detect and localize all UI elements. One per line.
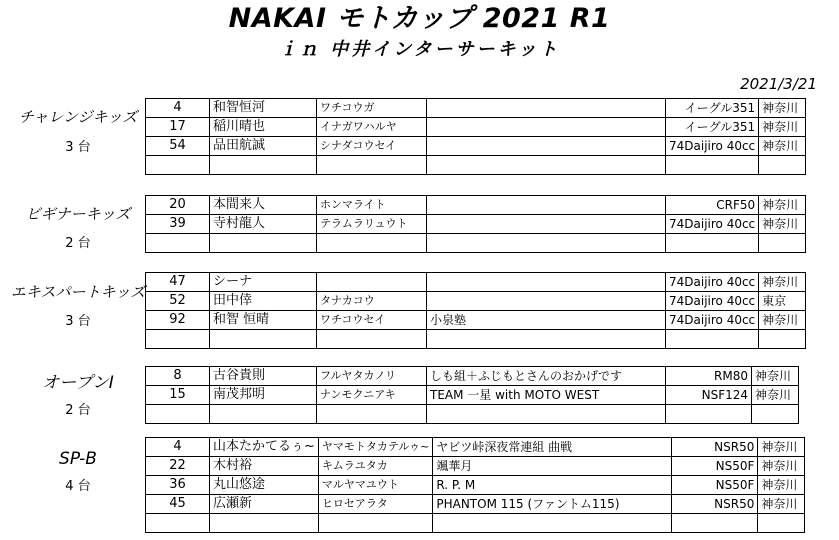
category-name: チャレンジキッズ xyxy=(18,108,138,126)
machine: NSR50 xyxy=(672,495,758,514)
machine: 74Daijiro 40cc xyxy=(666,292,759,311)
category-name: オープンⅠ xyxy=(42,373,114,393)
team-name xyxy=(427,234,666,253)
category-name: SP-B xyxy=(59,449,97,469)
machine xyxy=(666,156,759,175)
prefecture xyxy=(752,405,799,424)
rider-name-kana: フルヤタカノリ xyxy=(317,367,427,386)
rider-name-kana xyxy=(317,234,427,253)
rider-name: 広瀬新 xyxy=(210,495,319,514)
rider-name-kana: キムラユタカ xyxy=(318,457,432,476)
team-name xyxy=(427,99,666,118)
page-title: NAKAI モトカップ 2021 R1 xyxy=(228,3,611,34)
machine: イーグル351 xyxy=(666,118,759,137)
machine xyxy=(666,405,752,424)
team-name: 小泉塾 xyxy=(427,311,666,330)
prefecture: 東京 xyxy=(759,292,806,311)
rider-name: 本間来人 xyxy=(210,196,317,215)
rider-name-kana: テラムラリュウト xyxy=(317,215,427,234)
team-name xyxy=(427,196,666,215)
machine xyxy=(672,514,758,533)
rider-name xyxy=(210,514,319,533)
prefecture: 神奈川 xyxy=(759,273,806,292)
machine: 74Daijiro 40cc xyxy=(666,215,759,234)
entry-number xyxy=(146,514,210,533)
table-row xyxy=(146,234,806,253)
entry-number: 4 xyxy=(146,99,210,118)
prefecture: 神奈川 xyxy=(759,215,806,234)
category-count: 2 台 xyxy=(65,403,91,418)
rider-name-kana xyxy=(317,330,427,349)
table-row xyxy=(146,311,806,330)
machine: RM80 xyxy=(666,367,752,386)
prefecture: 神奈川 xyxy=(759,196,806,215)
entry-number: 15 xyxy=(146,386,210,405)
table-row xyxy=(146,405,799,424)
prefecture: 神奈川 xyxy=(759,137,806,156)
team-name: 颯華月 xyxy=(433,457,672,476)
team-name xyxy=(427,273,666,292)
prefecture: 神奈川 xyxy=(758,457,805,476)
entry-number xyxy=(146,405,210,424)
table-row xyxy=(146,386,799,405)
entry-number: 92 xyxy=(146,311,210,330)
team-name xyxy=(427,292,666,311)
entry-number: 52 xyxy=(146,292,210,311)
category-count: 3 台 xyxy=(65,314,91,329)
rider-name xyxy=(210,330,317,349)
table-row xyxy=(146,292,806,311)
category-name: エキスパートキッズ xyxy=(10,283,146,301)
team-name xyxy=(427,330,666,349)
entry-number: 4 xyxy=(146,438,210,457)
rider-name-kana xyxy=(317,156,427,175)
team-name: TEAM 一星 with MOTO WEST xyxy=(427,386,666,405)
team-name xyxy=(427,137,666,156)
category-count: 3 台 xyxy=(65,140,91,155)
rider-name xyxy=(210,405,317,424)
machine: NSF124 xyxy=(666,386,752,405)
prefecture: 神奈川 xyxy=(759,311,806,330)
prefecture xyxy=(759,156,806,175)
prefecture xyxy=(758,514,805,533)
table-row xyxy=(146,514,805,533)
rider-name-kana: イナガワハルヤ xyxy=(317,118,427,137)
table-row xyxy=(146,156,806,175)
category-name: ビギナーキッズ xyxy=(25,205,131,223)
entry-number: 39 xyxy=(146,215,210,234)
entry-number: 22 xyxy=(146,457,210,476)
table-row xyxy=(146,457,805,476)
table-row xyxy=(146,196,806,215)
table-row xyxy=(146,330,806,349)
category-count: 2 台 xyxy=(65,236,91,251)
rider-name: 和智 恒晴 xyxy=(210,311,317,330)
entry-number: 36 xyxy=(146,476,210,495)
rider-name: 稲川晴也 xyxy=(210,118,317,137)
prefecture: 神奈川 xyxy=(758,495,805,514)
entry-number: 8 xyxy=(146,367,210,386)
entry-number xyxy=(146,156,210,175)
rider-name: 南茂邦明 xyxy=(210,386,317,405)
table-row xyxy=(146,367,799,386)
entry-table xyxy=(145,272,806,349)
rider-name-kana: ヤマモトタカテルゥ~ xyxy=(318,438,432,457)
machine: NS50F xyxy=(672,457,758,476)
machine: 74Daijiro 40cc xyxy=(666,311,759,330)
team-name xyxy=(427,118,666,137)
entry-number xyxy=(146,330,210,349)
event-date: 2021/3/21 xyxy=(740,75,817,93)
rider-name: 品田航誠 xyxy=(210,137,317,156)
category-count: 4 台 xyxy=(65,479,91,494)
machine xyxy=(666,330,759,349)
venue-subtitle: ｉｎ 中井インターサーキット xyxy=(278,39,561,60)
entry-number: 45 xyxy=(146,495,210,514)
rider-name: シーナ xyxy=(210,273,317,292)
table-row xyxy=(146,99,806,118)
machine: イーグル351 xyxy=(666,99,759,118)
rider-name-kana: ワチコウガ xyxy=(317,99,427,118)
team-name: R. P. M xyxy=(433,476,672,495)
rider-name: 木村裕 xyxy=(210,457,319,476)
prefecture: 神奈川 xyxy=(758,476,805,495)
machine: 74Daijiro 40cc xyxy=(666,273,759,292)
entry-number xyxy=(146,234,210,253)
rider-name-kana xyxy=(317,405,427,424)
team-name xyxy=(427,405,666,424)
team-name: しも組＋ふじもとさんのおかげです xyxy=(427,367,666,386)
entry-number: 54 xyxy=(146,137,210,156)
entry-number: 20 xyxy=(146,196,210,215)
rider-name: 丸山悠途 xyxy=(210,476,319,495)
team-name: PHANTOM 115 (ファントム115) xyxy=(433,495,672,514)
prefecture: 神奈川 xyxy=(759,118,806,137)
table-row xyxy=(146,137,806,156)
team-name xyxy=(433,514,672,533)
table-row xyxy=(146,476,805,495)
prefecture: 神奈川 xyxy=(758,438,805,457)
rider-name: 寺村龍人 xyxy=(210,215,317,234)
entry-number: 47 xyxy=(146,273,210,292)
prefecture: 神奈川 xyxy=(752,367,799,386)
rider-name: 山本たかてるぅ~ xyxy=(210,438,319,457)
table-row xyxy=(146,118,806,137)
prefecture xyxy=(759,330,806,349)
rider-name: 和智恒河 xyxy=(210,99,317,118)
rider-name: 田中倖 xyxy=(210,292,317,311)
team-name xyxy=(427,156,666,175)
entry-table xyxy=(145,195,806,253)
rider-name-kana: ナンモクニアキ xyxy=(317,386,427,405)
machine: NSR50 xyxy=(672,438,758,457)
rider-name-kana: タナカコウ xyxy=(317,292,427,311)
team-name xyxy=(427,215,666,234)
table-row xyxy=(146,495,805,514)
entry-table xyxy=(145,98,806,175)
table-row xyxy=(146,273,806,292)
rider-name xyxy=(210,156,317,175)
prefecture: 神奈川 xyxy=(759,99,806,118)
machine xyxy=(666,234,759,253)
entry-table xyxy=(145,437,805,533)
rider-name-kana: シナダコウセイ xyxy=(317,137,427,156)
prefecture xyxy=(759,234,806,253)
team-name: ヤビツ峠深夜常連組 曲戦 xyxy=(433,438,672,457)
entry-table xyxy=(145,366,799,424)
rider-name xyxy=(210,234,317,253)
rider-name-kana: ワチコウセイ xyxy=(317,311,427,330)
rider-name-kana xyxy=(318,514,432,533)
rider-name-kana: ヒロセアラタ xyxy=(318,495,432,514)
table-row xyxy=(146,215,806,234)
table-row xyxy=(146,438,805,457)
rider-name-kana: ホンマライト xyxy=(317,196,427,215)
machine: NS50F xyxy=(672,476,758,495)
rider-name: 古谷貴則 xyxy=(210,367,317,386)
machine: CRF50 xyxy=(666,196,759,215)
machine: 74Daijiro 40cc xyxy=(666,137,759,156)
rider-name-kana: マルヤマユウト xyxy=(318,476,432,495)
entry-number: 17 xyxy=(146,118,210,137)
rider-name-kana xyxy=(317,273,427,292)
prefecture: 神奈川 xyxy=(752,386,799,405)
